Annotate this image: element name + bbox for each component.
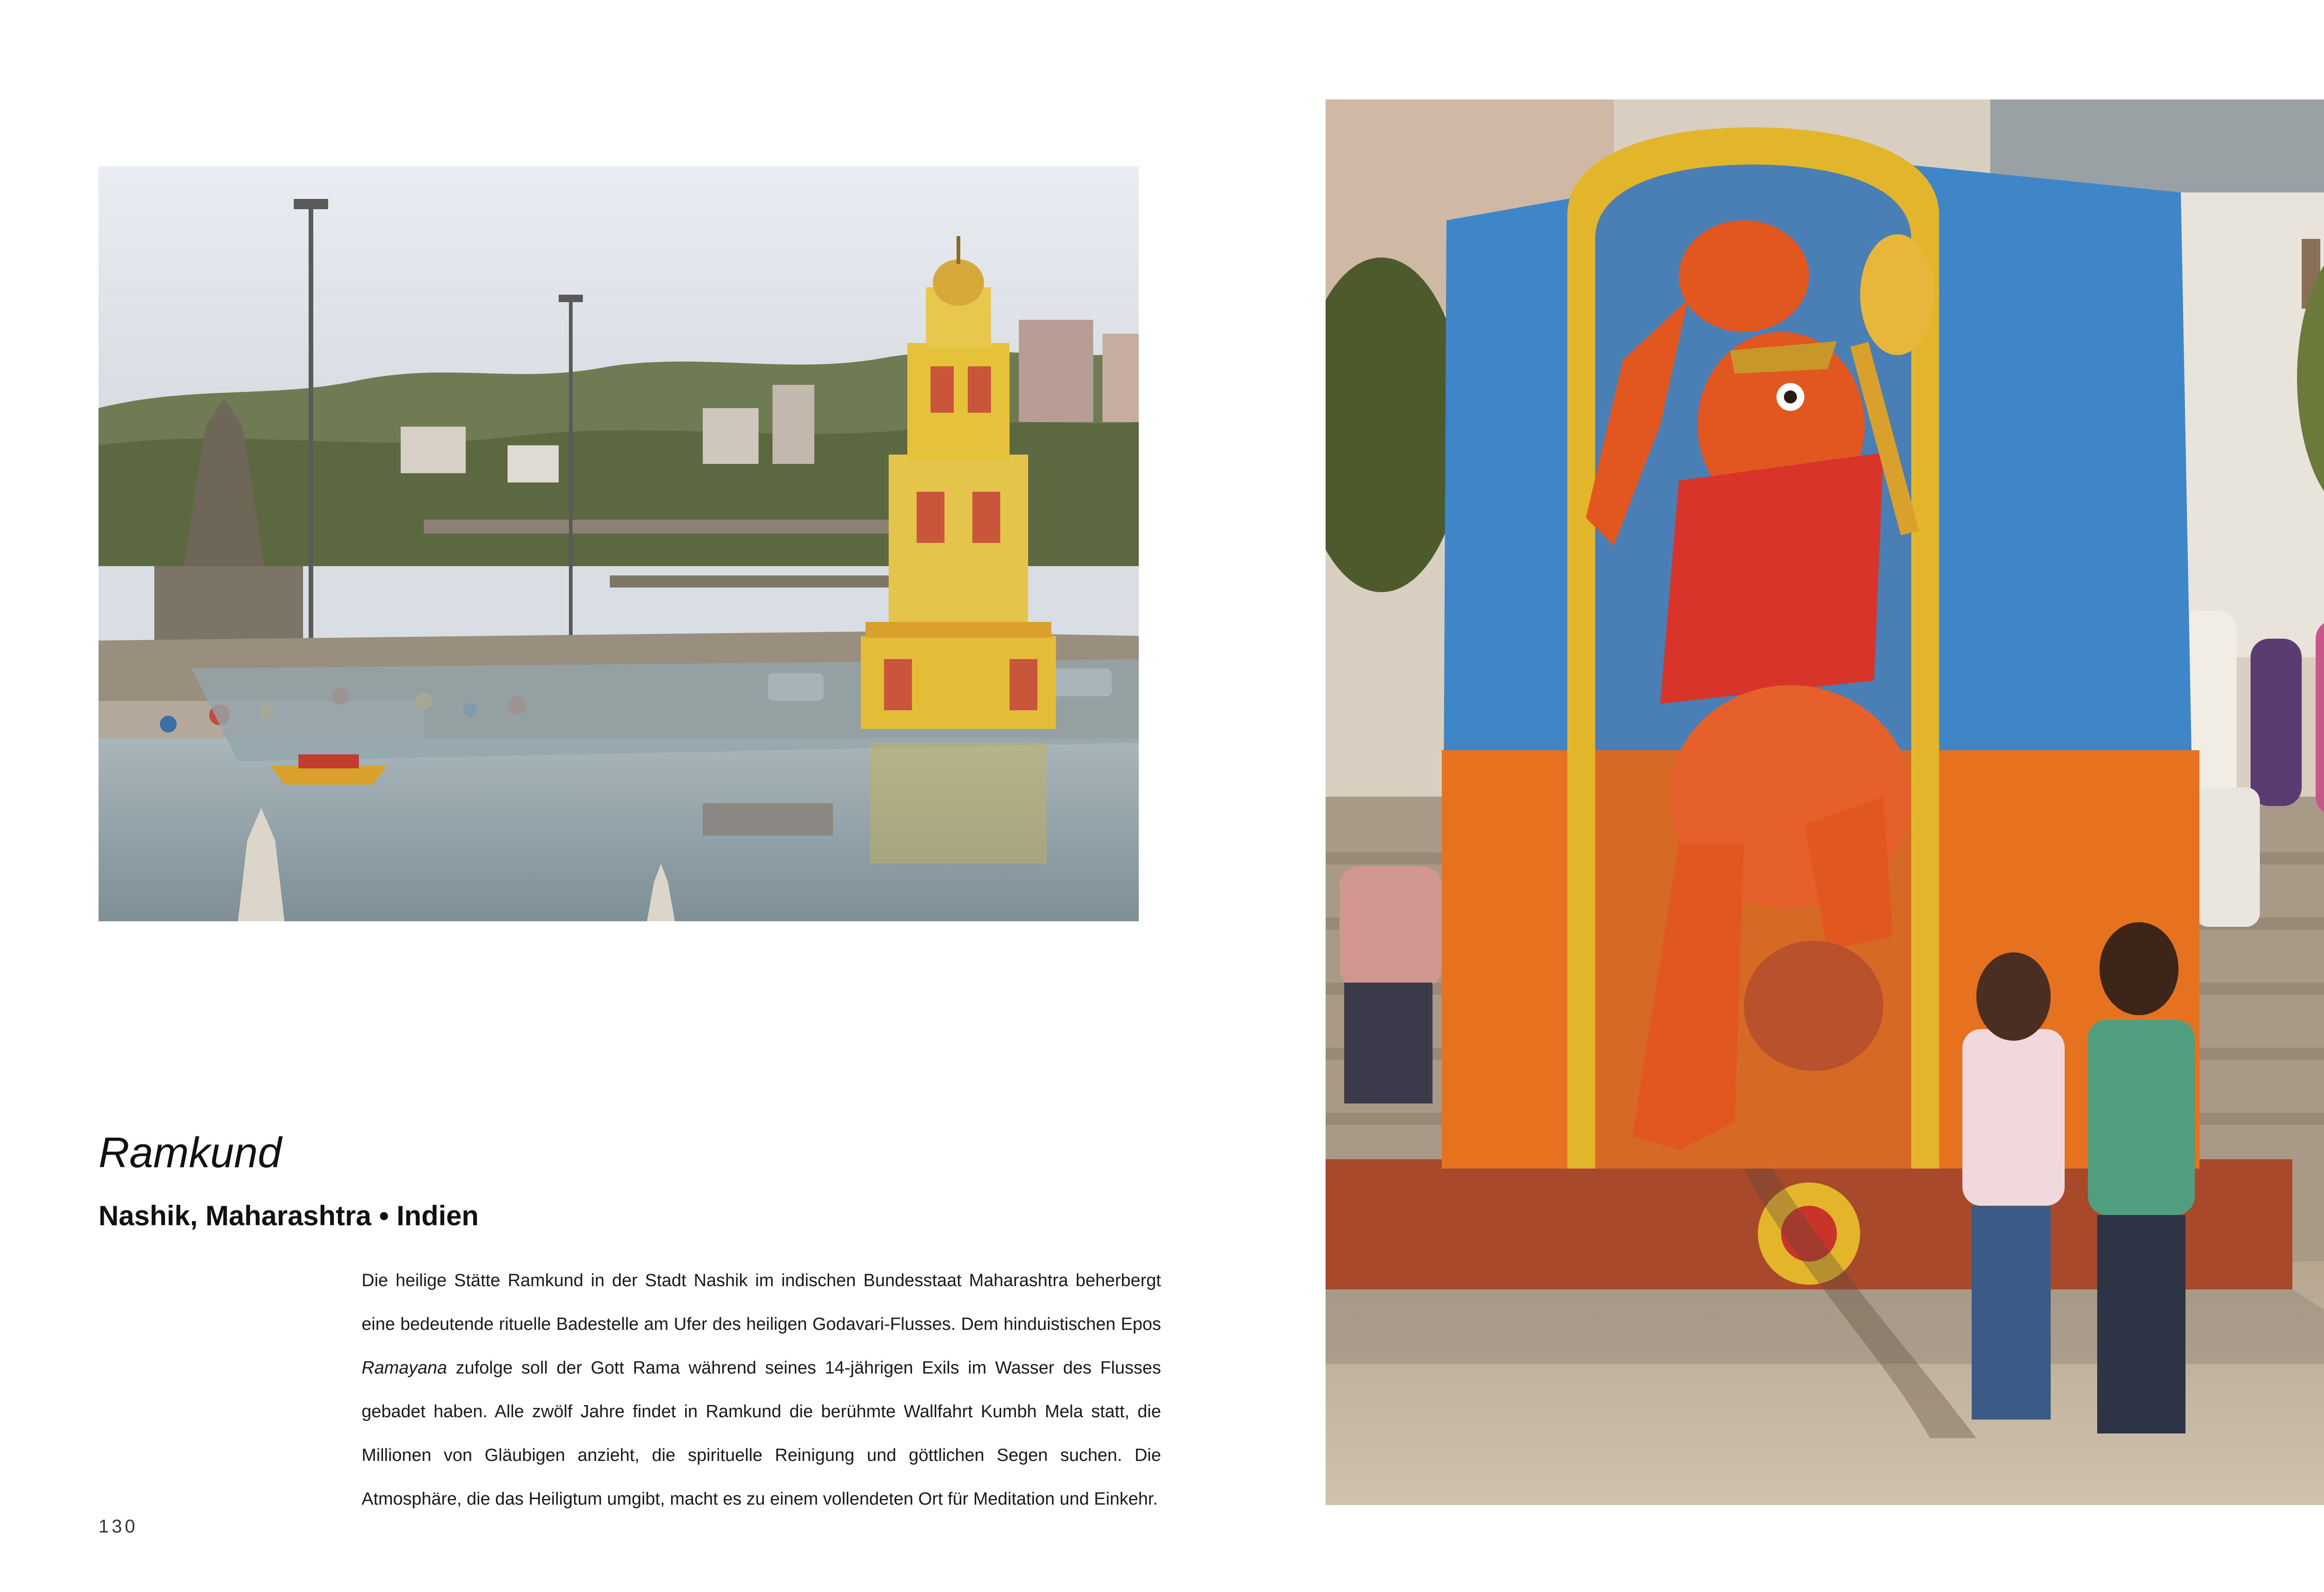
- hanuman-statue-photo: [1326, 99, 2324, 1505]
- river-temple-photo: [99, 166, 1139, 921]
- body-text-part2: zufolge soll der Gott Rama während seines 14-jährigen Exils im Wasser des Flusses gebadet haben. Alle zwölf Jahre findet in Ramkund die berühmte Wallfahrt Kumbh Mela statt, die Millionen von Gläubigen anzieht, die spirituelle Reinigung und göttlichen Segen suchen. Die Atmosphäre, die das Heiligtum umgibt, macht es zu einem vollendeten Ort für Meditation und Einkehr.: [362, 1358, 1161, 1509]
- page-number-left: 130: [99, 1516, 138, 1537]
- page-title: Ramkund: [99, 1129, 282, 1176]
- body-text-emphasis: Ramayana: [362, 1358, 447, 1378]
- body-paragraph: [362, 1259, 1161, 1521]
- location-subtitle: Nashik, Maharashtra • Indien: [99, 1200, 479, 1231]
- body-text-part1: Die heilige Stätte Ramkund in der Stadt Nashik im indischen Bundesstaat Maharashtra beherbergt eine bedeutende rituelle Badestelle am Ufer des heiligen Godavari-Flusses. Dem hinduistischen Epos: [362, 1271, 1161, 1334]
